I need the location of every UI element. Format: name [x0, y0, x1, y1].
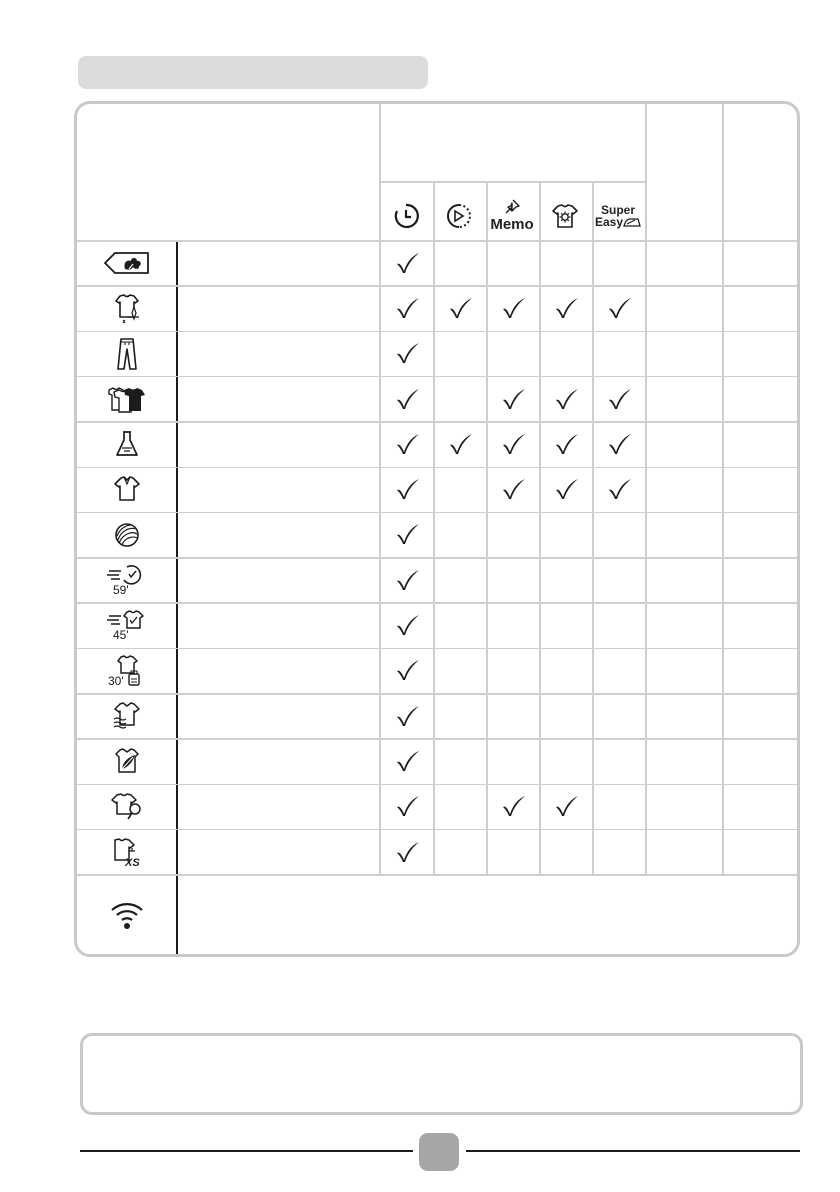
hygiene-flask-icon [77, 421, 176, 466]
check-mark [395, 568, 421, 592]
check-mark [501, 296, 527, 320]
stain-icon [77, 783, 176, 828]
delay-clock-icon [380, 194, 432, 238]
check-mark [395, 522, 421, 546]
check-mark [395, 387, 421, 411]
check-mark [395, 613, 421, 637]
mixed-hygiene-icon [77, 286, 176, 331]
easy-label: Easy [594, 215, 624, 229]
program-options-table [74, 101, 800, 957]
cotton-program-icon [77, 240, 176, 285]
row-divider [77, 738, 800, 740]
check-mark [448, 296, 474, 320]
check-mark [501, 387, 527, 411]
options-right-divider [645, 104, 647, 874]
shirts-icon [77, 466, 176, 511]
options-left-divider [379, 104, 381, 874]
drying-icon [539, 194, 591, 238]
super-label: Super [600, 203, 635, 217]
delicates-icon [77, 738, 176, 783]
check-mark [554, 432, 580, 456]
footer-rule-left [80, 1150, 413, 1152]
check-mark [554, 477, 580, 501]
check-mark [554, 387, 580, 411]
row-divider [77, 829, 800, 831]
row-divider [77, 693, 800, 695]
row-divider [77, 467, 800, 469]
page-number-badge [419, 1133, 459, 1171]
rapid-59-label: 59' [112, 582, 129, 597]
check-mark [395, 749, 421, 773]
row-divider [77, 285, 800, 287]
check-mark [607, 477, 633, 501]
check-mark [395, 704, 421, 728]
small-load-icon [77, 829, 176, 874]
memo-label: Memo [490, 216, 534, 233]
check-mark [395, 432, 421, 456]
row-divider [77, 512, 800, 514]
row-divider [77, 376, 800, 378]
check-mark [448, 432, 474, 456]
rapid-59-icon [77, 557, 176, 602]
check-mark [395, 296, 421, 320]
note-box [80, 1033, 803, 1115]
rapid-45-icon [77, 602, 176, 647]
wool-icon [77, 512, 176, 557]
check-mark [607, 432, 633, 456]
program-icon-divider [176, 240, 178, 954]
check-mark [395, 794, 421, 818]
row-divider [77, 421, 800, 423]
check-mark [501, 432, 527, 456]
extra-column-divider [722, 104, 724, 874]
row-divider [77, 784, 800, 786]
row-divider [77, 240, 800, 242]
time-saver-icon [433, 194, 485, 238]
mix-colours-icon [77, 376, 176, 421]
check-mark [607, 296, 633, 320]
footer-rule-right [466, 1150, 800, 1152]
check-mark [554, 296, 580, 320]
rapid-45-label: 45' [112, 627, 129, 642]
small-load-label: XS [124, 856, 140, 868]
check-mark [395, 477, 421, 501]
check-mark [395, 341, 421, 365]
check-mark [395, 658, 421, 682]
row-divider [77, 874, 800, 876]
rapid-30-icon [77, 648, 176, 693]
super-easy-iron-icon [592, 192, 644, 240]
row-divider [77, 602, 800, 604]
check-mark [554, 794, 580, 818]
section-title-bar [78, 56, 428, 89]
row-divider [77, 557, 800, 559]
wifi-icon [77, 875, 176, 954]
check-mark [501, 477, 527, 501]
check-mark [501, 794, 527, 818]
row-divider [77, 648, 800, 650]
rinse-icon [77, 693, 176, 738]
rapid-30-label: 30' [107, 673, 124, 688]
options-header-divider [379, 181, 645, 183]
jeans-icon [77, 331, 176, 376]
check-mark [395, 840, 421, 864]
check-mark [607, 387, 633, 411]
row-divider [77, 331, 800, 333]
check-mark [395, 251, 421, 275]
memo-icon [486, 190, 538, 240]
